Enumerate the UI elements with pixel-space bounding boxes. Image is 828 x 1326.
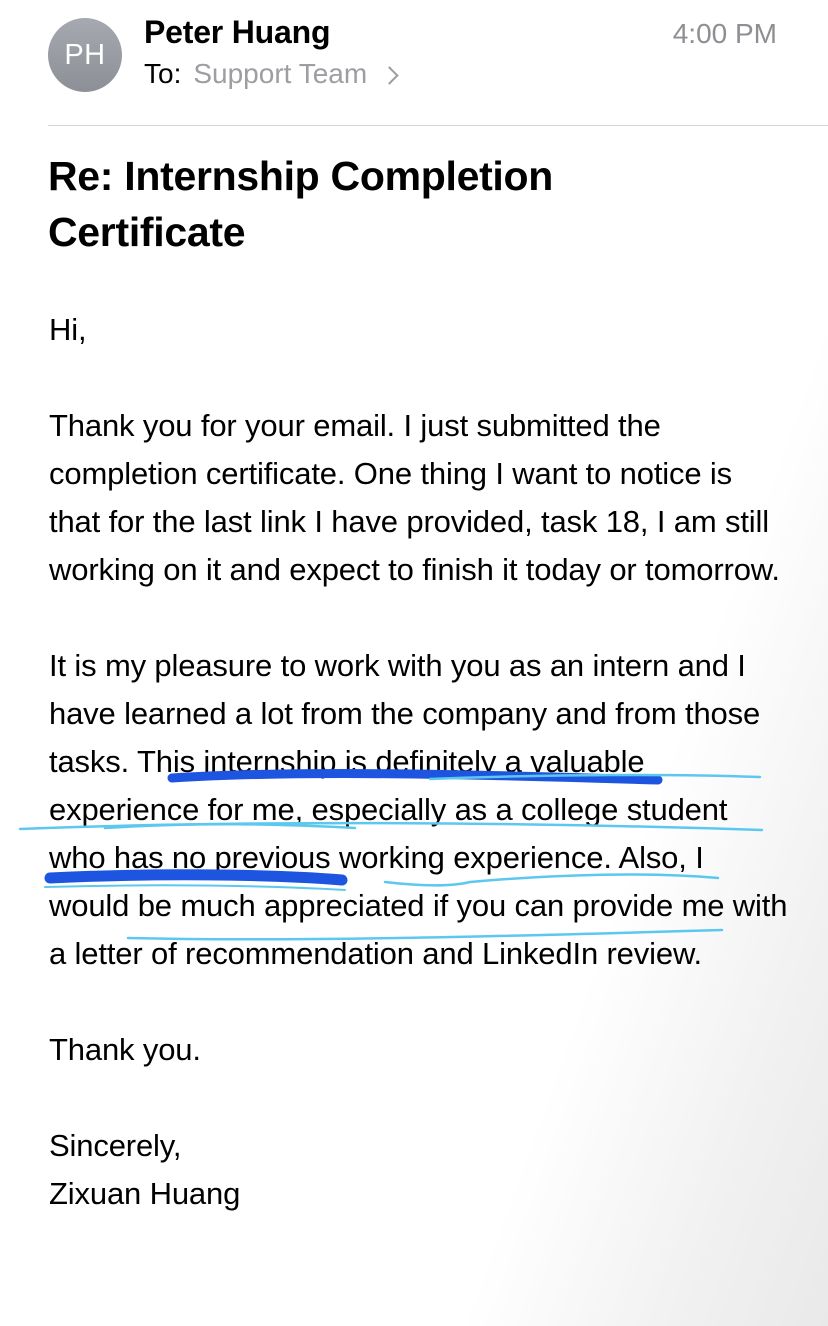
paragraph-1: Thank you for your email. I just submitted the completion certificate. One thing I want to notice is that for the last link I have provided, task 18, I am still working on it and expect to finish it today or tomorrow. bbox=[49, 408, 780, 587]
closing bbox=[49, 1122, 789, 1218]
greeting: Hi, bbox=[49, 312, 87, 347]
signoff: Sincerely, bbox=[49, 1128, 182, 1163]
email-header bbox=[0, 0, 828, 126]
recipient-name[interactable]: Support Team bbox=[193, 58, 368, 89]
to-label: To: bbox=[144, 58, 182, 89]
signature: Zixuan Huang bbox=[49, 1176, 241, 1211]
chevron-right-icon[interactable] bbox=[380, 66, 398, 84]
sender-name[interactable]: Peter Huang bbox=[144, 14, 331, 50]
email-body bbox=[49, 306, 789, 1218]
paragraph-2: It is my pleasure to work with you as an intern and I have learned a lot from the company and from those tasks. This internship is definitely a valuable experience for me, especially as a college student who has no previous working experience. Also, I would be much appreciated if you can provide me with a letter of recommendation and LinkedIn review. bbox=[49, 648, 788, 971]
recipient-row[interactable] bbox=[144, 58, 396, 90]
email-subject: Re: Internship Completion Certificate bbox=[48, 153, 554, 255]
header-divider bbox=[48, 125, 828, 126]
email-time: 4:00 PM bbox=[672, 18, 777, 49]
thanks-line: Thank you. bbox=[49, 1032, 201, 1067]
sender-avatar[interactable]: PH bbox=[48, 18, 122, 92]
